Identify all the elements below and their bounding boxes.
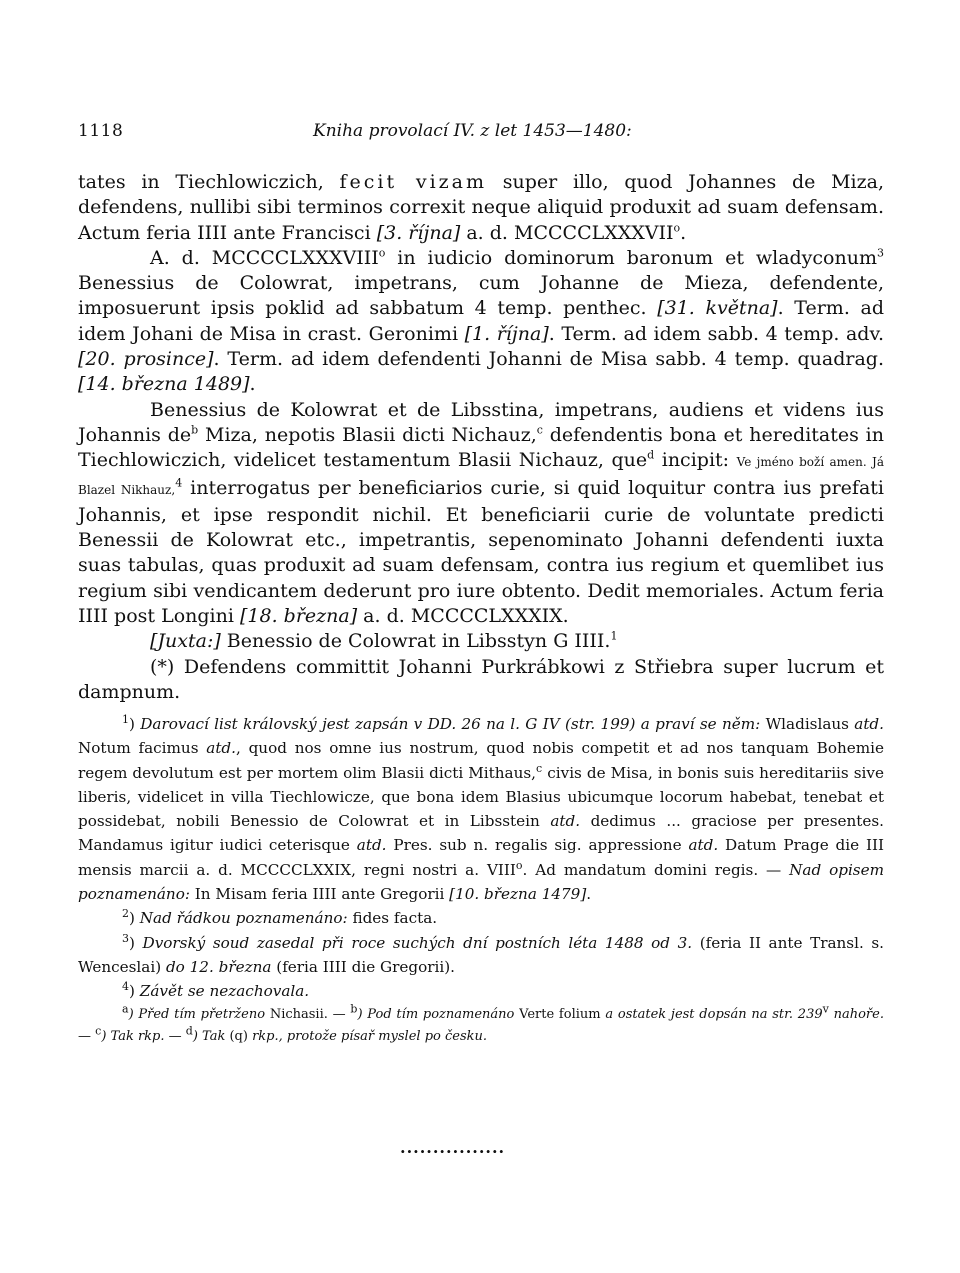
main-text	[78, 170, 884, 705]
page-number: 1118	[78, 121, 124, 141]
paragraph-4: [Juxta:] Benessio de Colowrat in Libsstyn G IIII.$^1$	[150, 630, 618, 653]
footnote-2: $^2$) Nad řádkou poznamenáno: fides facta.	[122, 907, 438, 928]
page-header	[78, 121, 884, 145]
paragraph-3: Benessius de Kolowrat et de Libsstina, impetrans, audiens et videns ius Johannis $de^b$ Miza, nepotis Blasii dicti Nichauz,$^c$ defendentis bona et hereditates in Tiechlowiczich, videlicet testamentum Blasii Nichauz, que$^d$ incipit: Ve jméno boží amen. Já Blazel Nikhauz,$^4$ interrogatus per beneficiarios curie, si quid loquitur contra ius prefati Johannis, et ipse respondit nichil. Et beneficiarii curie de voluntate predicti Benessii de Kolowrat etc., impetrantis, sepenominato Johanni defendenti iuxta suas tabulas, quas produxit ad suam defensam, contra ius regium et quemlibet ius regium sibi vendicantem dederunt pro iure obtento. Dedit memoriales. Actum feria IIII post Longini [18. března] a. d. MCCCCLXXXIX.	[78, 398, 884, 628]
footnote-1: $^1$) Darovací list královský jest zapsán v DD. 26 na l. G IV (str. 199) a praví se něm: Wladislaus atd. Notum facimus atd., quod nos omne ius nostrum, quod nobis competit et ad nos tanquam Bohemie regem devolutum est per mortem olim Blasii dicti Mithaus,$^c$ civis de Misa, in bonis suis hereditariis sive liberis, videlicet in villa Tiechlowicze, que bona idem Blasius ubicumque locorum habebat, tenebat et possidebat, nobili Benessio de Colowrat et in Libsstein atd. dedimus ... graciose per presentes. Mandamus igitur iudici ceterisque atd. Pres. sub n. regalis sig. appressione atd. Datum Prage die III mensis marcii a. d. MCCCCLXXIX, regni nostri a. VIII$^o$. Ad mandatum domini regis. — Nad opisem poznamenáno: In Misam feria IIII ante Gregorii [10. března 1479].	[78, 712, 884, 904]
footnote-4: $^4$) Závět se nezachovala.	[122, 980, 310, 1001]
footnote-3: $^3$) Dvorský soud zasedal při roce suchých dní postních léta 1488 od 3. (feria II ante Transl. s. Wenceslai) do 12. března (feria IIII die Gregorii).	[78, 931, 884, 976]
text-notes: $^a$) Před tím přetrženo Nichasii. — $^b$) Pod tím poznamenáno Verte folium a ostatek jest dopsán na str. 239$^v$ nahoře. — $^c$) Tak rkp. — $^d$) Tak (q) rkp., protože písař myslel po česku.	[78, 1002, 884, 1044]
running-title: Kniha provolací IV. z let 1453—1480:	[313, 121, 632, 141]
paragraph-1: tates in Tiechlowiczich, fecit vizam super illo, quod Johannes de Miza, defendens, nullibi sibi terminos correxit neque aliquid produxit ad suam defensam. Actum feria IIII ante Francisci [3. října] a. d. MCCCCLXXXVII$^o$.	[78, 171, 884, 244]
footnotes	[78, 712, 884, 1048]
paragraph-5: (*) Defendens committit Johanni Purkrábkowi z Střiebra super lucrum et dampnum.	[78, 655, 884, 703]
paragraph-2: A. d. MCCCCLXXXVIII$^o$ in iudicio dominorum baronum et wladyconum$^3$ Benessius de Colowrat, impetrans, cum Johanne de Mieza, defendente, imposuerunt ipsis poklid ad sabbatum 4 temp. penthec. [31. května]. Term. ad idem Johani de Misa in crast. Geronimi [1. října]. Term. ad idem sabb. 4 temp. adv. [20. prosince]. Term. ad idem defendenti Johanni de Misa sabb. 4 temp. quadrag. [14. března 1489].	[78, 246, 885, 396]
end-ornament: ................	[400, 1138, 506, 1157]
